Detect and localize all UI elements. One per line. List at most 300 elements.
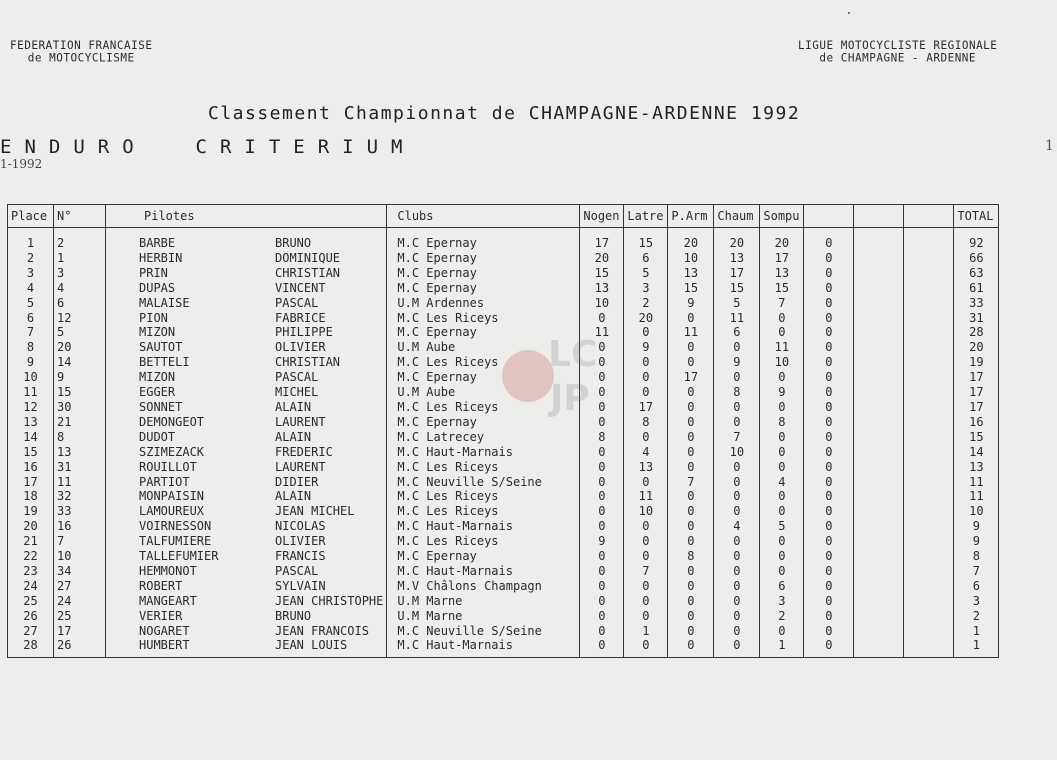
league-line2: de CHAMPAGNE - ARDENNE — [819, 50, 977, 65]
score-cell: 0 — [580, 504, 624, 519]
score-cell: 0 — [580, 564, 624, 579]
score-cell: 8 — [624, 415, 668, 430]
federation-line1: FEDERATION FRANCAISE — [10, 38, 153, 52]
score-cell: 5 — [760, 519, 804, 534]
number-cell: 4 — [54, 281, 106, 296]
empty-cell — [854, 609, 904, 624]
empty-cell — [854, 504, 904, 519]
score-cell: 0 — [804, 430, 854, 445]
score-cell: 2 — [624, 296, 668, 311]
place-cell: 15 — [8, 445, 54, 460]
table-body — [8, 228, 999, 658]
score-cell: 7 — [624, 564, 668, 579]
empty-cell — [904, 430, 954, 445]
empty-cell — [904, 460, 954, 475]
pilot-surname: HERBIN — [139, 250, 183, 265]
club-cell: M.C Latrecey — [387, 430, 580, 445]
pilot-cell — [106, 266, 387, 281]
empty-cell — [904, 296, 954, 311]
total-cell: 3 — [954, 594, 999, 609]
table-row — [8, 340, 999, 355]
event-subtitle: ENDURO CRITERIUM — [0, 136, 416, 158]
total-cell: 1 — [954, 638, 999, 657]
empty-cell — [904, 624, 954, 639]
pilot-surname: MONPAISIN — [139, 489, 205, 504]
score-cell: 11 — [760, 340, 804, 355]
empty-cell — [854, 638, 904, 657]
empty-cell — [904, 609, 954, 624]
total-cell: 20 — [954, 340, 999, 355]
total-cell: 61 — [954, 281, 999, 296]
table-row — [8, 504, 999, 519]
club-cell: M.C Epernay — [387, 281, 580, 296]
empty-cell — [904, 504, 954, 519]
pilot-surname: DEMONGEOT — [139, 414, 205, 429]
pilot-surname: BETTELI — [139, 355, 190, 370]
empty-cell — [854, 385, 904, 400]
score-cell: 0 — [580, 489, 624, 504]
empty-cell — [854, 415, 904, 430]
total-cell: 2 — [954, 609, 999, 624]
club-cell: M.C Epernay — [387, 370, 580, 385]
score-cell: 0 — [714, 489, 760, 504]
place-cell: 16 — [8, 460, 54, 475]
empty-cell — [854, 519, 904, 534]
pilot-cell — [106, 281, 387, 296]
pilot-firstname: OLIVIER — [275, 340, 326, 355]
empty-cell — [904, 266, 954, 281]
score-cell: 4 — [760, 475, 804, 490]
score-cell: 0 — [580, 340, 624, 355]
club-cell: M.C Epernay — [387, 228, 580, 251]
score-cell: 0 — [580, 385, 624, 400]
place-cell: 22 — [8, 549, 54, 564]
score-cell: 0 — [624, 549, 668, 564]
score-cell: 0 — [760, 430, 804, 445]
score-cell: 0 — [580, 355, 624, 370]
number-cell: 2 — [54, 228, 106, 251]
pilot-cell — [106, 296, 387, 311]
score-cell: 0 — [624, 579, 668, 594]
table-row — [8, 385, 999, 400]
score-cell: 0 — [804, 534, 854, 549]
club-cell: M.C Neuville S/Seine — [387, 475, 580, 490]
pilot-cell — [106, 564, 387, 579]
column-header: N° — [54, 205, 106, 228]
place-cell: 21 — [8, 534, 54, 549]
score-cell: 8 — [580, 430, 624, 445]
club-cell: M.C Epernay — [387, 325, 580, 340]
pilot-cell — [106, 400, 387, 415]
pilot-cell — [106, 228, 387, 251]
score-cell: 1 — [760, 638, 804, 657]
score-cell: 0 — [804, 445, 854, 460]
pilot-firstname: BRUNO — [275, 608, 312, 623]
pilot-firstname: PHILIPPE — [275, 325, 333, 340]
number-cell: 26 — [54, 638, 106, 657]
pilot-surname: HUMBERT — [139, 638, 190, 653]
pilot-firstname: CHRISTIAN — [275, 355, 341, 370]
score-cell: 20 — [714, 228, 760, 251]
number-cell: 17 — [54, 624, 106, 639]
pilot-firstname: PASCAL — [275, 295, 319, 310]
table-row — [8, 489, 999, 504]
score-cell: 0 — [804, 251, 854, 266]
club-cell: U.M Marne — [387, 594, 580, 609]
pilot-surname: HEMMONOT — [139, 563, 197, 578]
total-cell: 33 — [954, 296, 999, 311]
score-cell: 3 — [760, 594, 804, 609]
pilot-surname: SZIMEZACK — [139, 444, 205, 459]
score-cell: 9 — [760, 385, 804, 400]
score-cell: 8 — [714, 385, 760, 400]
club-cell: M.C Haut-Marnais — [387, 638, 580, 657]
club-cell: U.M Marne — [387, 609, 580, 624]
place-cell: 11 — [8, 385, 54, 400]
pilot-surname: BARBE — [139, 236, 176, 250]
score-cell: 0 — [668, 504, 714, 519]
pilot-firstname: DIDIER — [275, 474, 319, 489]
total-cell: 31 — [954, 311, 999, 326]
place-cell: 5 — [8, 296, 54, 311]
score-cell: 0 — [804, 460, 854, 475]
empty-cell — [854, 370, 904, 385]
pilot-surname: PARTIOT — [139, 474, 190, 489]
place-cell: 25 — [8, 594, 54, 609]
pilot-firstname: ALAIN — [275, 489, 312, 504]
score-cell: 9 — [580, 534, 624, 549]
pilot-surname: VERIER — [139, 608, 183, 623]
empty-cell — [904, 325, 954, 340]
place-cell: 3 — [8, 266, 54, 281]
club-cell: M.C Les Riceys — [387, 504, 580, 519]
number-cell: 31 — [54, 460, 106, 475]
place-cell: 13 — [8, 415, 54, 430]
pilot-firstname: JEAN CHRISTOPHE — [275, 593, 384, 608]
score-cell: 0 — [804, 266, 854, 281]
score-cell: 17 — [760, 251, 804, 266]
place-cell: 6 — [8, 311, 54, 326]
club-cell: M.C Haut-Marnais — [387, 519, 580, 534]
empty-cell — [854, 475, 904, 490]
score-cell: 0 — [804, 475, 854, 490]
empty-cell — [854, 430, 904, 445]
score-cell: 0 — [668, 534, 714, 549]
number-cell: 10 — [54, 549, 106, 564]
pilot-cell — [106, 638, 387, 657]
score-cell: 0 — [804, 400, 854, 415]
empty-cell — [904, 579, 954, 594]
empty-cell — [904, 415, 954, 430]
place-cell: 1 — [8, 228, 54, 251]
place-cell: 14 — [8, 430, 54, 445]
score-cell: 0 — [580, 311, 624, 326]
total-cell: 63 — [954, 266, 999, 281]
number-cell: 12 — [54, 311, 106, 326]
pilot-firstname: LAURENT — [275, 414, 326, 429]
club-cell: M.C Les Riceys — [387, 355, 580, 370]
score-cell: 17 — [580, 228, 624, 251]
pilot-cell — [106, 624, 387, 639]
pilot-firstname: MICHEL — [275, 385, 319, 400]
score-cell: 0 — [804, 624, 854, 639]
place-cell: 2 — [8, 251, 54, 266]
total-cell: 15 — [954, 430, 999, 445]
score-cell: 0 — [714, 564, 760, 579]
score-cell: 17 — [668, 370, 714, 385]
empty-cell — [854, 281, 904, 296]
number-cell: 24 — [54, 594, 106, 609]
table-row — [8, 311, 999, 326]
club-cell: M.C Epernay — [387, 251, 580, 266]
pilot-firstname: JEAN MICHEL — [275, 504, 355, 519]
score-cell: 5 — [624, 266, 668, 281]
score-cell: 0 — [580, 549, 624, 564]
score-cell: 0 — [668, 430, 714, 445]
empty-cell — [854, 489, 904, 504]
header-row — [8, 205, 999, 228]
pilot-cell — [106, 385, 387, 400]
empty-cell — [904, 340, 954, 355]
score-cell: 0 — [804, 325, 854, 340]
pilot-firstname: OLIVIER — [275, 534, 326, 549]
column-header: P.Arm — [668, 205, 714, 228]
score-cell: 4 — [714, 519, 760, 534]
total-cell: 11 — [954, 475, 999, 490]
table-row — [8, 325, 999, 340]
column-header: Chaum — [714, 205, 760, 228]
table-row — [8, 594, 999, 609]
number-cell: 1 — [54, 251, 106, 266]
number-cell: 32 — [54, 489, 106, 504]
club-cell: M.C Epernay — [387, 415, 580, 430]
total-cell: 1 — [954, 624, 999, 639]
score-cell: 10 — [714, 445, 760, 460]
score-cell: 13 — [668, 266, 714, 281]
club-cell: M.C Les Riceys — [387, 400, 580, 415]
pilot-firstname: JEAN LOUIS — [275, 638, 348, 653]
table-row — [8, 370, 999, 385]
score-cell: 0 — [668, 519, 714, 534]
score-cell: 0 — [580, 638, 624, 657]
score-cell: 0 — [580, 594, 624, 609]
empty-cell — [904, 281, 954, 296]
empty-cell — [854, 579, 904, 594]
watermark-text-1: LC — [548, 334, 598, 375]
empty-cell — [854, 325, 904, 340]
score-cell: 0 — [714, 609, 760, 624]
score-cell: 0 — [668, 311, 714, 326]
score-cell: 0 — [580, 624, 624, 639]
score-cell: 0 — [714, 579, 760, 594]
score-cell: 15 — [760, 281, 804, 296]
number-cell: 5 — [54, 325, 106, 340]
table-row — [8, 400, 999, 415]
empty-cell — [904, 251, 954, 266]
pilot-firstname: ALAIN — [275, 429, 312, 444]
pilot-firstname: VINCENT — [275, 280, 326, 295]
pilot-cell — [106, 594, 387, 609]
number-cell: 9 — [54, 370, 106, 385]
pilot-surname: MIZON — [139, 325, 176, 340]
pilot-firstname: FRANCIS — [275, 549, 326, 564]
total-cell: 66 — [954, 251, 999, 266]
pilot-firstname: ALAIN — [275, 399, 312, 414]
total-cell: 17 — [954, 370, 999, 385]
score-cell: 0 — [624, 430, 668, 445]
empty-cell — [904, 594, 954, 609]
score-cell: 0 — [668, 564, 714, 579]
total-cell: 11 — [954, 489, 999, 504]
place-cell: 8 — [8, 340, 54, 355]
score-cell: 0 — [580, 415, 624, 430]
pilot-surname: PION — [139, 310, 168, 325]
empty-cell — [854, 296, 904, 311]
pilot-firstname: LAURENT — [275, 459, 326, 474]
score-cell: 0 — [804, 609, 854, 624]
score-cell: 0 — [580, 370, 624, 385]
score-cell: 0 — [624, 519, 668, 534]
pilot-surname: ROUILLOT — [139, 459, 197, 474]
score-cell: 0 — [760, 564, 804, 579]
score-cell: 0 — [580, 475, 624, 490]
score-cell: 0 — [668, 579, 714, 594]
score-cell: 11 — [580, 325, 624, 340]
empty-cell — [904, 534, 954, 549]
pilot-cell — [106, 534, 387, 549]
empty-cell — [854, 228, 904, 251]
pilot-firstname: PASCAL — [275, 563, 319, 578]
score-cell: 0 — [714, 415, 760, 430]
score-cell: 0 — [804, 504, 854, 519]
empty-cell — [904, 355, 954, 370]
club-cell: M.C Les Riceys — [387, 534, 580, 549]
pilot-cell — [106, 325, 387, 340]
score-cell: 0 — [714, 638, 760, 657]
number-cell: 11 — [54, 475, 106, 490]
score-cell: 7 — [714, 430, 760, 445]
pilot-surname: MIZON — [139, 370, 176, 385]
score-cell: 11 — [624, 489, 668, 504]
empty-cell — [904, 564, 954, 579]
number-cell: 16 — [54, 519, 106, 534]
club-cell: U.M Ardennes — [387, 296, 580, 311]
score-cell: 15 — [624, 228, 668, 251]
score-cell: 0 — [760, 489, 804, 504]
score-cell: 0 — [760, 549, 804, 564]
score-cell: 0 — [624, 534, 668, 549]
score-cell: 0 — [804, 638, 854, 657]
empty-cell — [904, 519, 954, 534]
number-cell: 13 — [54, 445, 106, 460]
score-cell: 6 — [624, 251, 668, 266]
pilot-cell — [106, 519, 387, 534]
column-header — [804, 205, 854, 228]
total-cell: 14 — [954, 445, 999, 460]
score-cell: 0 — [714, 460, 760, 475]
score-cell: 9 — [624, 340, 668, 355]
score-cell: 0 — [804, 281, 854, 296]
score-cell: 0 — [760, 460, 804, 475]
place-cell: 20 — [8, 519, 54, 534]
empty-cell — [854, 340, 904, 355]
table-row — [8, 251, 999, 266]
number-cell: 20 — [54, 340, 106, 355]
pilot-cell — [106, 460, 387, 475]
score-cell: 13 — [714, 251, 760, 266]
score-cell: 11 — [668, 325, 714, 340]
number-cell: 34 — [54, 564, 106, 579]
empty-cell — [854, 594, 904, 609]
column-header: Place — [8, 205, 54, 228]
pilot-surname: SAUTOT — [139, 340, 183, 355]
place-cell: 18 — [8, 489, 54, 504]
score-cell: 8 — [760, 415, 804, 430]
score-cell: 20 — [668, 228, 714, 251]
pilot-cell — [106, 445, 387, 460]
federation-header — [10, 39, 152, 64]
empty-cell — [904, 228, 954, 251]
empty-cell — [904, 638, 954, 657]
score-cell: 0 — [624, 594, 668, 609]
pilot-cell — [106, 475, 387, 490]
score-cell: 0 — [714, 370, 760, 385]
pilot-surname: MALAISE — [139, 295, 190, 310]
empty-cell — [904, 385, 954, 400]
score-cell: 0 — [804, 594, 854, 609]
pilot-firstname: CHRISTIAN — [275, 265, 341, 280]
pilot-cell — [106, 504, 387, 519]
pilot-surname: TALLEFUMIER — [139, 549, 219, 564]
score-cell: 0 — [714, 400, 760, 415]
pilot-firstname: SYLVAIN — [275, 578, 326, 593]
empty-cell — [854, 460, 904, 475]
score-cell: 20 — [760, 228, 804, 251]
pilot-firstname: FREDERIC — [275, 444, 333, 459]
table-row — [8, 281, 999, 296]
column-header: Latre — [624, 205, 668, 228]
score-cell: 15 — [714, 281, 760, 296]
score-cell: 2 — [760, 609, 804, 624]
total-cell: 7 — [954, 564, 999, 579]
empty-cell — [904, 489, 954, 504]
total-cell: 9 — [954, 534, 999, 549]
empty-cell — [854, 266, 904, 281]
score-cell: 0 — [668, 624, 714, 639]
number-cell: 27 — [54, 579, 106, 594]
score-cell: 0 — [804, 385, 854, 400]
score-cell: 0 — [804, 340, 854, 355]
pilot-cell — [106, 579, 387, 594]
total-cell: 17 — [954, 385, 999, 400]
score-cell: 10 — [580, 296, 624, 311]
score-cell: 0 — [760, 311, 804, 326]
pilot-surname: PRIN — [139, 265, 168, 280]
score-cell: 0 — [714, 475, 760, 490]
score-cell: 0 — [668, 385, 714, 400]
score-cell: 0 — [668, 415, 714, 430]
pilot-surname: VOIRNESSON — [139, 519, 212, 534]
score-cell: 0 — [624, 609, 668, 624]
score-cell: 20 — [624, 311, 668, 326]
date-fragment: 1-1992 — [0, 157, 43, 171]
table-row — [8, 266, 999, 281]
score-cell: 0 — [804, 355, 854, 370]
club-cell: M.C Neuville S/Seine — [387, 624, 580, 639]
score-cell: 0 — [760, 504, 804, 519]
score-cell: 4 — [624, 445, 668, 460]
club-cell: M.V Châlons Champagn — [387, 579, 580, 594]
